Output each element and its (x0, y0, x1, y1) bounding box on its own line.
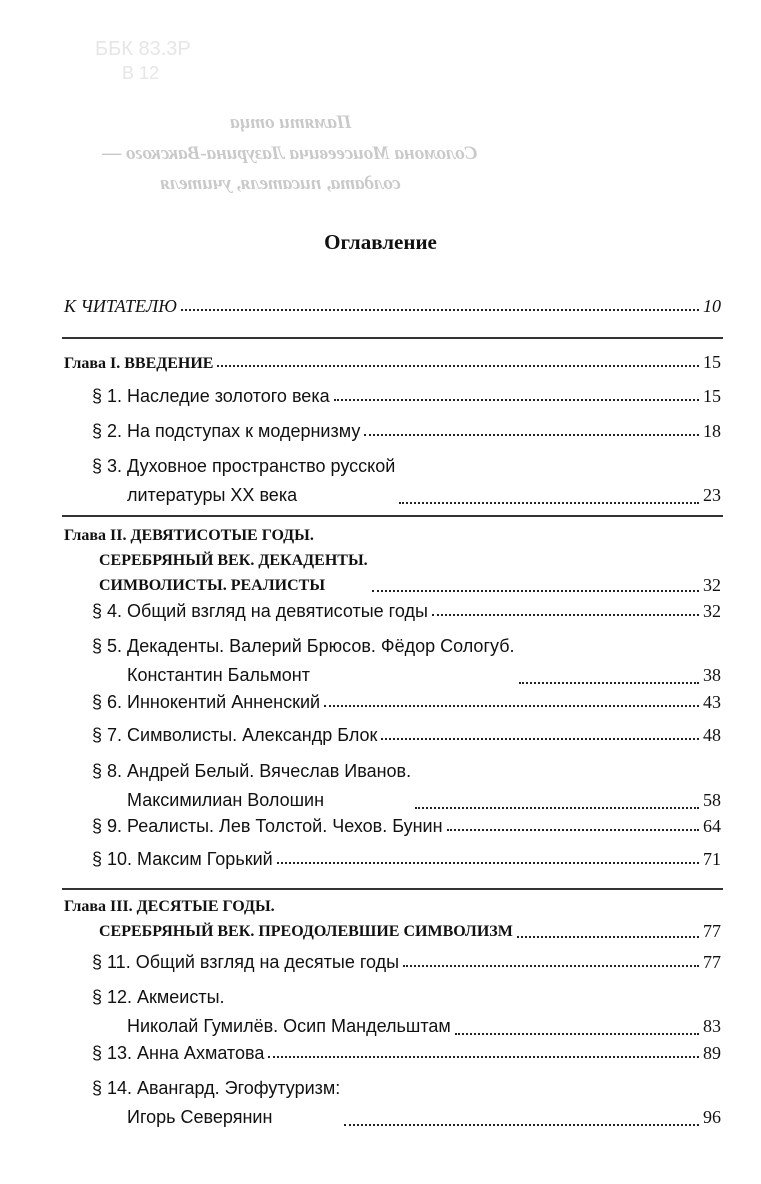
dot-leader (447, 828, 699, 831)
page-number: 15 (703, 352, 721, 372)
section-title-continuation: Максимилиан Волошин (127, 790, 325, 810)
section-divider (62, 337, 723, 339)
section-title-continuation: Игорь Северянин (127, 1107, 273, 1127)
page-number: 77 (703, 921, 721, 941)
ghost-dedication-line: Памяти отца (230, 112, 352, 133)
ghost-dedication-line: Соломона Моисеевича Лазурина-Вакского — (102, 143, 478, 164)
section-title: § 10. Максим Горький (92, 849, 273, 869)
section-title: § 7. Символисты. Александр Блок (92, 725, 378, 745)
toc-section-3[interactable] (92, 452, 721, 510)
toc-section-14[interactable] (92, 1074, 721, 1132)
page-number: 10 (703, 296, 721, 316)
chapter-title: Глава I. ВВЕДЕНИЕ (64, 355, 214, 372)
section-title: § 11. Общий взгляд на десятые годы (92, 952, 400, 972)
page-number: 64 (703, 816, 721, 836)
toc-section-1[interactable] (92, 386, 721, 407)
dot-leader (432, 613, 699, 616)
section-divider (62, 888, 723, 890)
toc-section-7[interactable] (92, 725, 721, 746)
dot-leader (399, 501, 699, 504)
toc-chapter-1[interactable] (64, 352, 721, 373)
dot-leader (517, 935, 699, 938)
toc-section-4[interactable] (92, 601, 721, 622)
section-title: § 8. Андрей Белый. Вячеслав Иванов. (92, 761, 412, 781)
chapter-title: Глава III. ДЕСЯТЫЕ ГОДЫ. (64, 898, 275, 915)
section-title: § 1. Наследие золотого века (92, 386, 330, 406)
toc-title: Оглавление (324, 230, 437, 254)
page-number: 96 (703, 1107, 721, 1127)
chapter-title: Глава II. ДЕВЯТИСОТЫЕ ГОДЫ. (64, 527, 314, 544)
toc-chapter-3[interactable] (64, 894, 721, 944)
section-title-continuation: литературы ХХ века (127, 485, 298, 505)
section-title: § 5. Декаденты. Валерий Брюсов. Фёдор Сологуб. (92, 636, 515, 656)
section-title-continuation: Константин Бальмонт (127, 665, 310, 685)
toc-section-10[interactable] (92, 849, 721, 870)
page-number: 18 (703, 421, 721, 441)
section-title: § 4. Общий взгляд на девятисотые годы (92, 601, 428, 621)
dot-leader (415, 806, 699, 809)
section-title: § 6. Иннокентий Анненский (92, 692, 321, 712)
dot-leader (334, 398, 699, 401)
page-number: 77 (703, 952, 721, 972)
toc-section-5[interactable] (92, 632, 721, 690)
page-number: 58 (703, 790, 721, 810)
toc-section-8[interactable] (92, 757, 721, 815)
toc-section-9[interactable] (92, 816, 721, 837)
toc-section-11[interactable] (92, 952, 721, 973)
toc-section-12[interactable] (92, 983, 721, 1041)
dot-leader (364, 433, 699, 436)
page-number: 43 (703, 692, 721, 712)
toc-section-13[interactable] (92, 1043, 721, 1064)
page-number: 89 (703, 1043, 721, 1063)
section-title: § 2. На подступах к модернизму (92, 421, 361, 441)
dot-leader (372, 589, 699, 592)
toc-section-2[interactable] (92, 421, 721, 442)
page-number: 15 (703, 386, 721, 406)
ghost-dedication-line: солдата, писателя, учителя (160, 173, 401, 194)
chapter-title-continuation: СЕРЕБРЯНЫЙ ВЕК. ДЕКАДЕНТЫ. (99, 552, 368, 569)
page-number: 32 (703, 601, 721, 621)
page-number: 83 (703, 1016, 721, 1036)
ghost-code: В 12 (122, 63, 160, 83)
toc-chapter-2[interactable] (64, 523, 721, 598)
dot-leader (403, 964, 699, 967)
dot-leader (324, 704, 699, 707)
toc-entry-label: К ЧИТАТЕЛЮ (64, 296, 177, 316)
toc-entry-reader[interactable] (64, 296, 721, 317)
toc-section-6[interactable] (92, 692, 721, 713)
chapter-title-continuation: СИМВОЛИСТЫ. РЕАЛИСТЫ (99, 577, 326, 594)
section-title: § 13. Анна Ахматова (92, 1043, 265, 1063)
section-title: § 9. Реалисты. Лев Толстой. Чехов. Бунин (92, 816, 443, 836)
dot-leader (277, 861, 699, 864)
section-divider (62, 515, 723, 517)
chapter-title-continuation: СЕРЕБРЯНЫЙ ВЕК. ПРЕОДОЛЕВШИЕ СИМВОЛИЗМ (99, 923, 513, 940)
ghost-bbk: ББК 83.3Р (95, 38, 191, 60)
page-number: 23 (703, 485, 721, 505)
section-title: § 12. Акмеисты. (92, 987, 225, 1007)
page-number: 32 (703, 575, 721, 595)
page-number: 71 (703, 849, 721, 869)
section-title: § 3. Духовное пространство русской (92, 456, 396, 476)
dot-leader (344, 1123, 699, 1126)
page-number: 48 (703, 725, 721, 745)
dot-leader (455, 1032, 699, 1035)
dot-leader (381, 737, 699, 740)
section-title-continuation: Николай Гумилёв. Осип Мандельштам (127, 1016, 451, 1036)
dot-leader (217, 364, 699, 367)
dot-leader (519, 681, 699, 684)
dot-leader (181, 308, 699, 311)
dot-leader (268, 1055, 699, 1058)
section-title: § 14. Авангард. Эгофутуризм: (92, 1078, 341, 1098)
page-number: 38 (703, 665, 721, 685)
